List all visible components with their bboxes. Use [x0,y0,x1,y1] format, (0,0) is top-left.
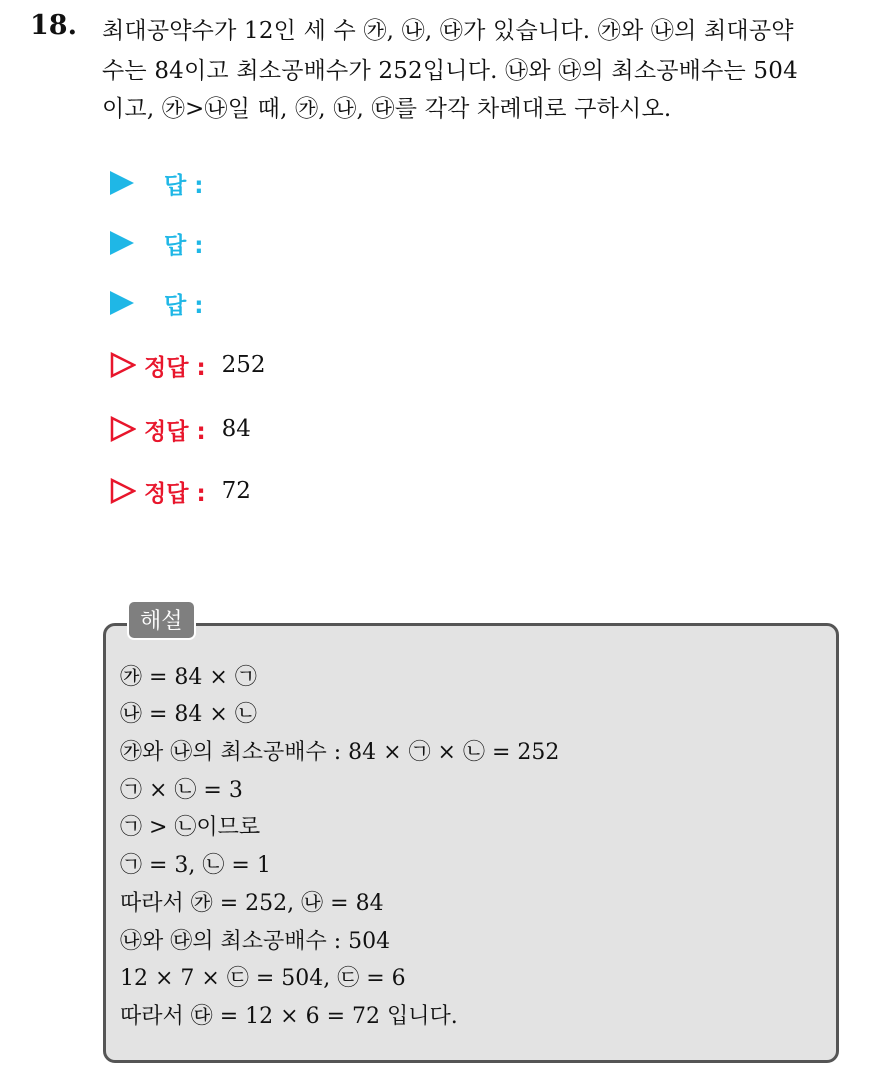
correct-answer-label: 정답 : [144,418,206,445]
answer-label: 답 : [164,232,204,259]
question-line-3: 이고, ㉮>㉯일 때, ㉮, ㉯, ㉰를 각각 차례대로 구하시오. [102,96,672,122]
solution-line-8: ㉯와 ㉰의 최소공배수 : 504 [120,929,391,954]
answer-prompt-1 [110,166,203,200]
solution-tag: 해설 [127,600,196,640]
filled-triangle-right-icon [110,171,134,195]
correct-answer-2 [110,412,251,446]
solution-line-1: ㉮ = 84 × ㉠ [120,665,257,690]
outline-triangle-right-icon [110,478,136,504]
solution-line-2: ㉯ = 84 × ㉡ [120,702,257,727]
filled-triangle-right-icon [110,231,134,255]
solution-line-4: ㉠ × ㉡ = 3 [120,778,243,803]
solution-line-9: 12 × 7 × ㉢ = 504, ㉢ = 6 [120,966,406,991]
correct-answer-3 [110,474,251,508]
question-line-2: 수는 84이고 최소공배수가 252입니다. ㉯와 ㉰의 최소공배수는 504 [102,58,798,84]
solution-line-7: 따라서 ㉮ = 252, ㉯ = 84 [120,891,384,916]
answer-label: 답 : [164,292,204,319]
solution-line-5: ㉠ > ㉡이므로 [120,815,261,840]
correct-answer-1 [110,348,266,382]
solution-line-3: ㉮와 ㉯의 최소공배수 : 84 × ㉠ × ㉡ = 252 [120,740,560,765]
outline-triangle-right-icon [110,416,136,442]
solution-line-10: 따라서 ㉰ = 12 × 6 = 72 입니다. [120,1004,458,1029]
correct-answer-value: 84 [221,416,251,442]
correct-answer-label: 정답 : [144,480,206,507]
outline-triangle-right-icon [110,352,136,378]
answer-prompt-2 [110,226,203,260]
question-line-1: 최대공약수가 12인 세 수 ㉮, ㉯, ㉰가 있습니다. ㉮와 ㉯의 최대공약 [102,18,794,44]
answer-label: 답 : [164,172,204,199]
correct-answer-value: 72 [221,478,251,504]
answer-prompt-3 [110,286,203,320]
solution-line-6: ㉠ = 3, ㉡ = 1 [120,853,271,878]
question-number: 18. [30,10,77,41]
correct-answer-label: 정답 : [144,354,206,381]
correct-answer-value: 252 [221,352,266,378]
filled-triangle-right-icon [110,291,134,315]
